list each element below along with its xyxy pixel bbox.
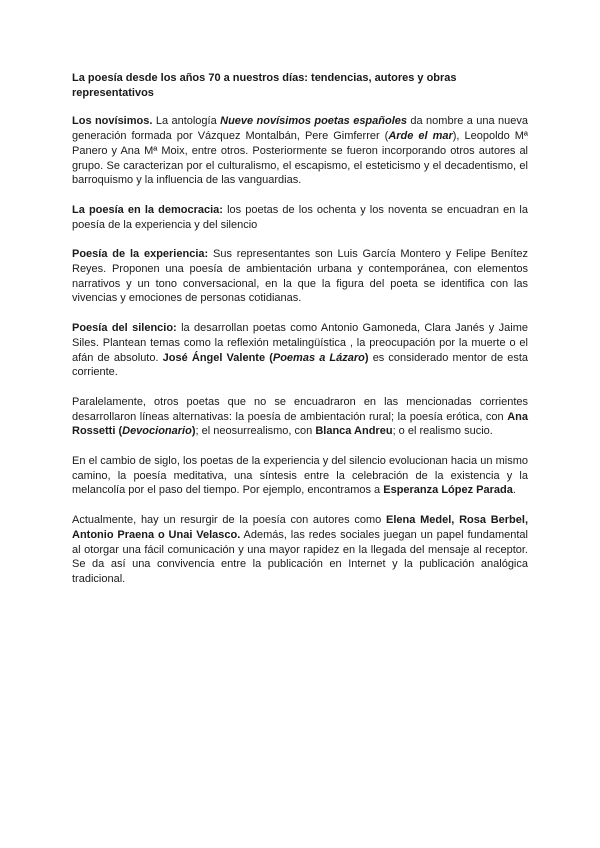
author-name: Esperanza López Parada (383, 484, 513, 497)
text-segment: es considerado mentor de esta corriente. (72, 351, 529, 379)
text-segment: Actualmente, hay un resurgir de la poesía con autores como (72, 514, 387, 527)
heading-novisimos: Los novísimos. (72, 115, 153, 128)
author-name: Ana Rossetti ( (72, 410, 528, 438)
author-name: ) (191, 425, 196, 438)
work-title: Poemas a Lázaro (272, 351, 365, 364)
text-segment: da nombre a una nueva generación formada por Vázquez Montalbán, Pere Gimferrer ( (72, 115, 528, 143)
paragraph-democracia (72, 203, 528, 232)
author-name: ) (364, 351, 369, 364)
text-segment: Paralelamente, otros poetas que no se encuadraron en las mencionadas corrientes desarrollaron líneas alternativas: la poesía de ambientación rural; la poesía erótica, con (72, 395, 528, 423)
work-title: Nueve novísimos poetas españoles (220, 115, 408, 128)
paragraph-experiencia (72, 247, 528, 306)
text-segment: los poetas de los ochenta y los noventa se encuadran en la poesía de la experiencia y del silencio (72, 203, 528, 231)
text-segment: ), Leopoldo Mª Panero y Ana Mª Moix, entre otros. Posteriormente se fueron incorporando otros autores al grupo. Se caracterizan por el culturalismo, el escapismo, el esteticismo y el decadentismo, el barroquismo y la influencia de las vanguardias. (72, 130, 528, 187)
author-name: Elena Medel, Rosa Berbel, Antonio Praena o Unai Velasco. (72, 514, 529, 541)
heading-democracia: La poesía en la democracia: (72, 203, 223, 216)
work-title: Arde el mar (388, 130, 453, 143)
work-title: Devocionario (122, 425, 192, 438)
text-segment: La antología (152, 115, 221, 128)
text-segment: ; o el realismo sucio. (392, 425, 493, 438)
paragraph-actualmente (72, 513, 528, 587)
text-segment: Además, las redes sociales juegan un papel fundamental al otorgar una fácil comunicación y una mayor rapidez en la llegada del mensaje al receptor. Se da así una convivencia entre la publicación en Internet y la publicación analógica tradicional. (72, 528, 528, 585)
document-title: La poesía desde los años 70 a nuestros días: tendencias, autores y obras representativos (72, 72, 457, 99)
heading-experiencia: Poesía de la experiencia: (72, 248, 209, 261)
paragraph-paralelamente (72, 395, 528, 439)
paragraph-silencio (72, 321, 528, 380)
text-segment: la desarrollan poetas como Antonio Gamoneda, Clara Janés y Jaime Siles. Plantean temas como la reflexión metalingüística , la preocupación por la muerte o el afán de absoluto. (72, 322, 529, 364)
document-page (72, 71, 528, 602)
text-segment: Sus representantes son Luis García Montero y Felipe Benítez Reyes. Proponen una poesía de ambientación urbana y contemporánea, con elementos narrativos y un tono conversacional, en la que la figura del poeta se identifica con las vivencias y emociones de personas cotidianas. (72, 248, 528, 305)
author-name: Blanca Andreu (315, 425, 393, 438)
text-segment: . (512, 484, 516, 497)
paragraph-cambio-de-siglo (72, 454, 528, 498)
author-name: José Ángel Valente ( (162, 351, 273, 364)
paragraph-novisimos (72, 114, 528, 188)
text-segment: En el cambio de siglo, los poetas de la experiencia y del silencio evolucionan hacia un mismo camino, la poesía meditativa, una síntesis entre la celebración de la existencia y la melancolía por el paso del tiempo. Por ejemplo, encontramos a (72, 455, 528, 497)
heading-silencio: Poesía del silencio: (72, 322, 177, 335)
text-segment: ; el neosurrealismo, con (195, 425, 316, 438)
